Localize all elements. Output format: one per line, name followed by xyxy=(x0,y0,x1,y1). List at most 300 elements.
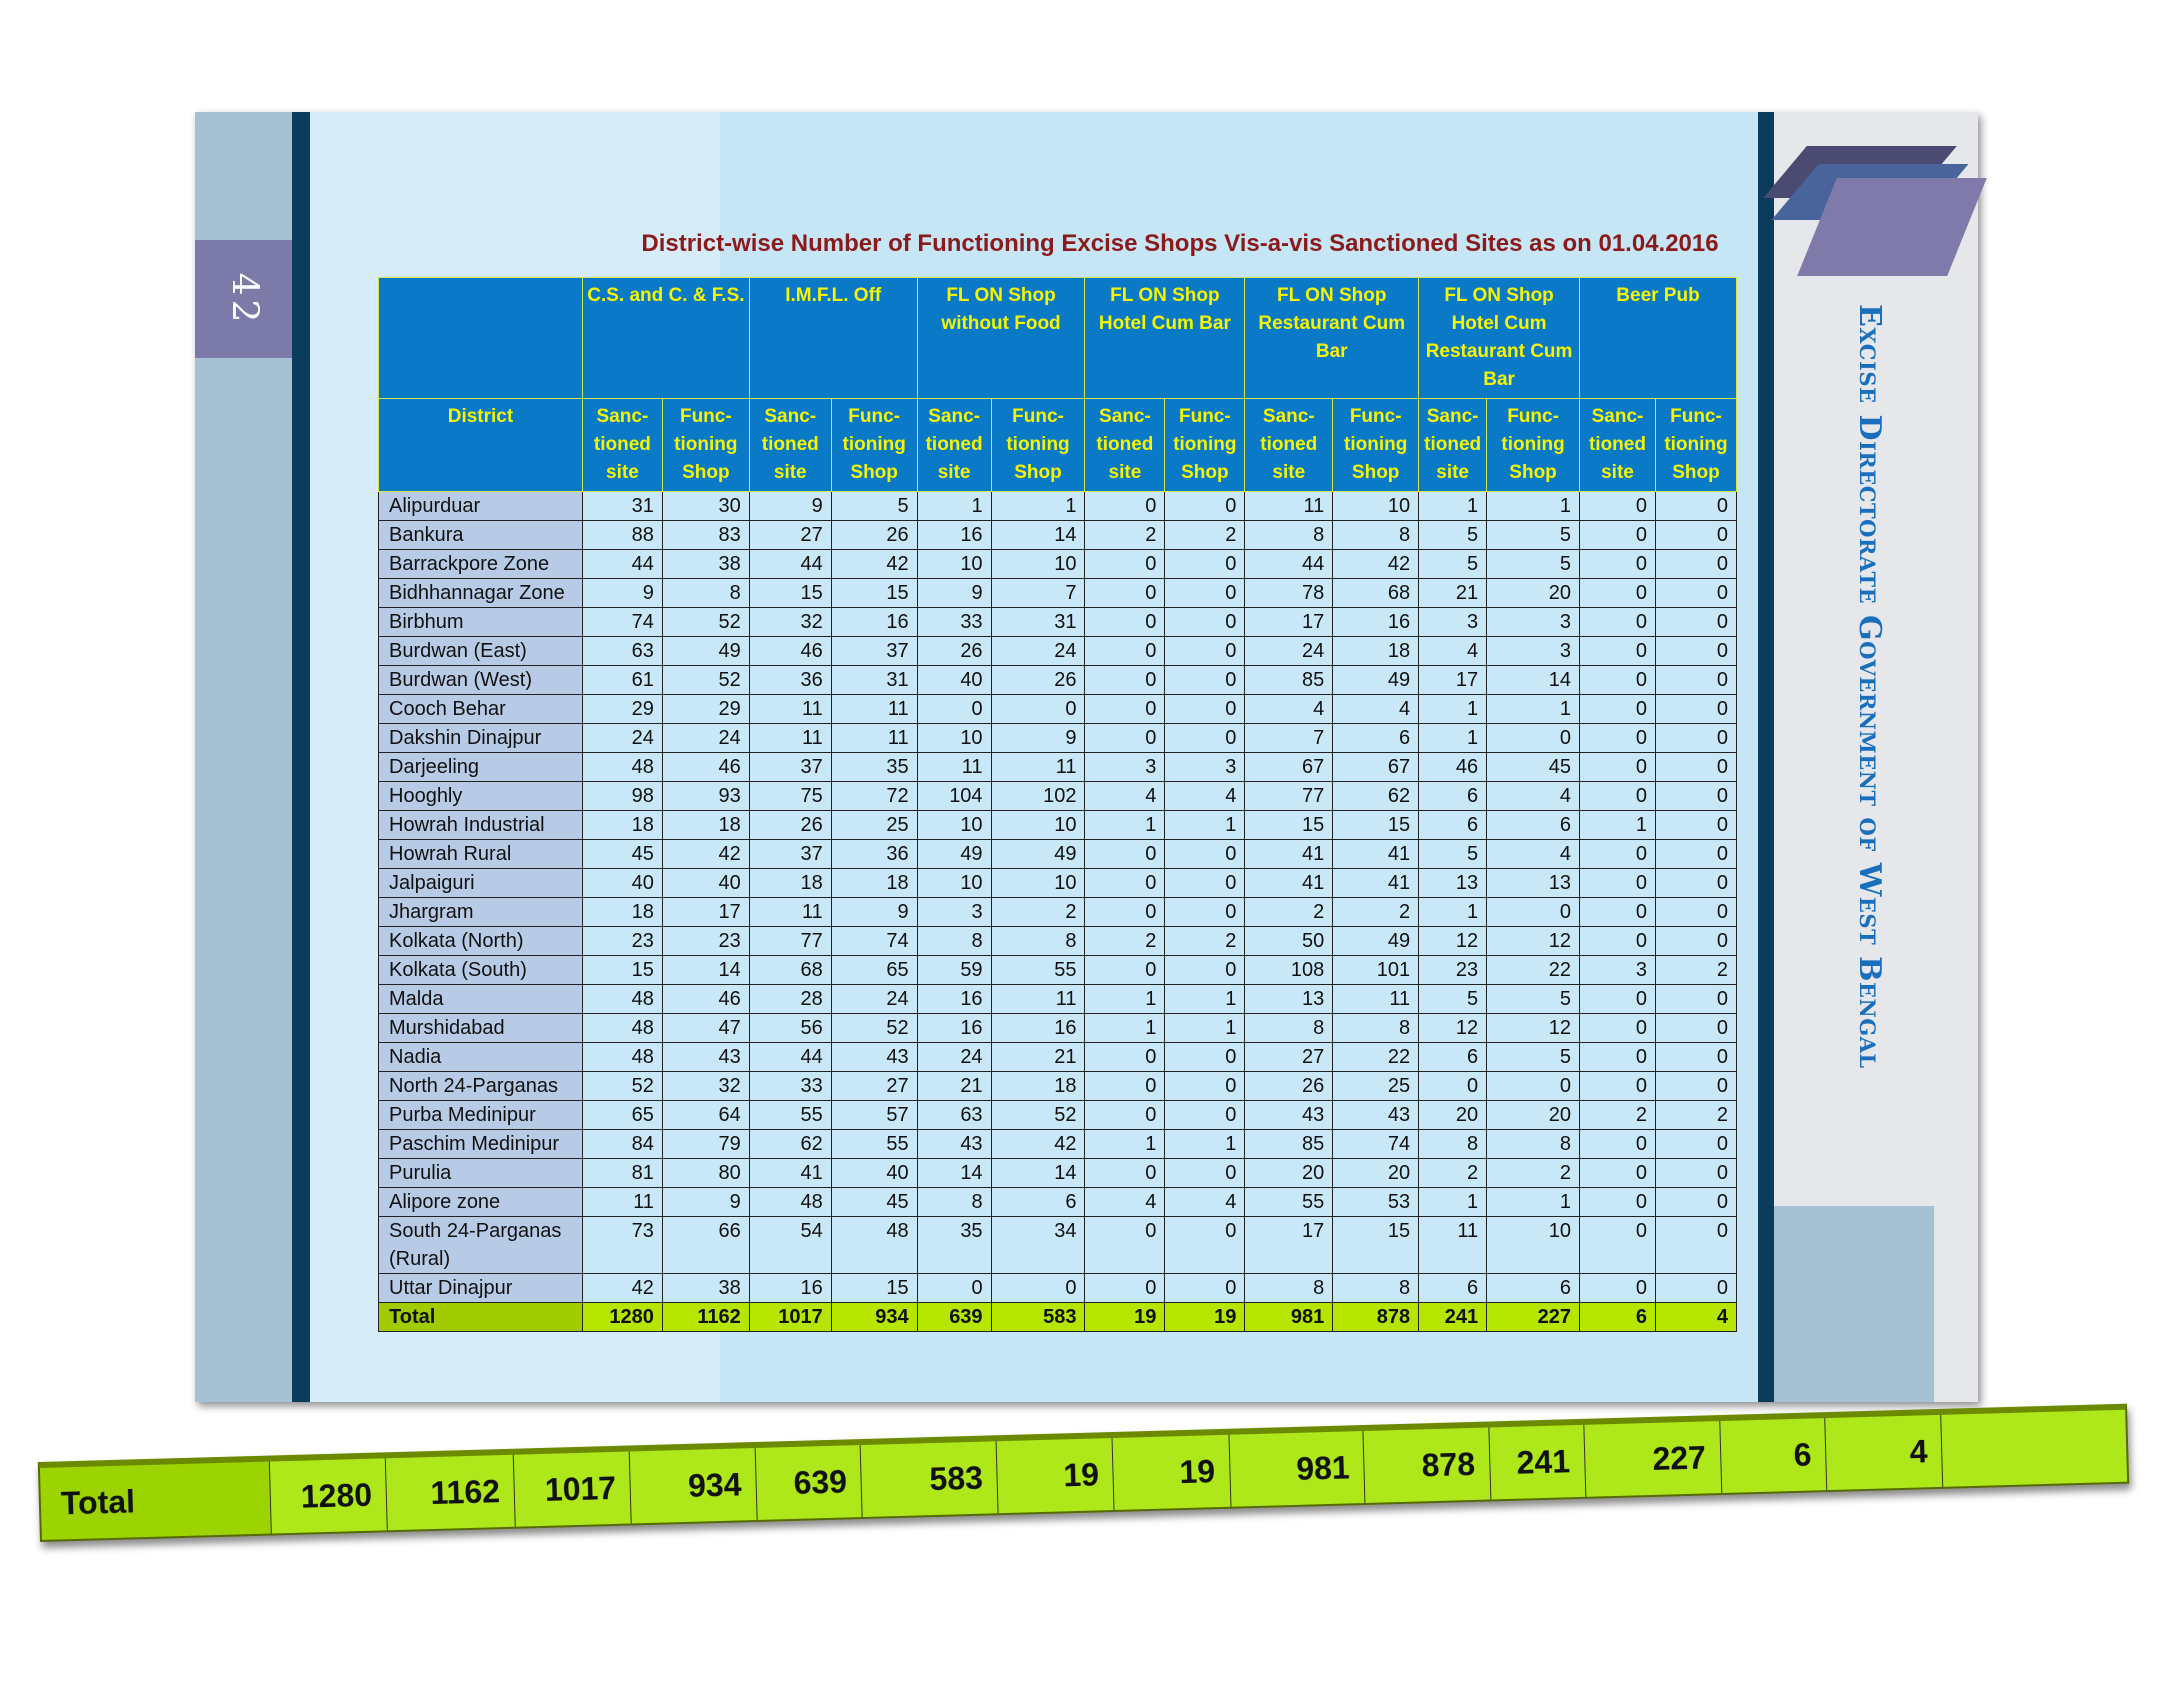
value-cell: 2 xyxy=(991,898,1085,927)
value-cell: 52 xyxy=(831,1014,917,1043)
value-cell: 0 xyxy=(1085,579,1165,608)
district-name: Darjeeling xyxy=(379,753,583,782)
value-cell: 25 xyxy=(831,811,917,840)
value-cell: 63 xyxy=(917,1101,991,1130)
value-cell: 15 xyxy=(1333,1217,1419,1274)
table-row xyxy=(379,724,1737,753)
value-cell: 0 xyxy=(1655,985,1736,1014)
value-cell: 3 xyxy=(1419,608,1487,637)
table-title: District-wise Number of Functioning Excise Shops Vis-a-vis Sanctioned Sites as on 01.04.2016 xyxy=(641,230,1719,257)
value-cell: 85 xyxy=(1245,666,1333,695)
value-cell: 4 xyxy=(1333,695,1419,724)
value-cell: 1 xyxy=(1580,811,1656,840)
total-value-cell: 19 xyxy=(1165,1303,1245,1332)
value-cell: 57 xyxy=(831,1101,917,1130)
group-header-row xyxy=(379,278,1737,399)
sanctioned-site-header: Sanc- tioned site xyxy=(1580,399,1656,492)
district-name: Jhargram xyxy=(379,898,583,927)
value-cell: 14 xyxy=(991,521,1085,550)
value-cell: 6 xyxy=(1419,782,1487,811)
total-value-cell: 639 xyxy=(917,1303,991,1332)
page-number-tab xyxy=(195,240,292,358)
value-cell: 8 xyxy=(1245,1274,1333,1303)
value-cell: 11 xyxy=(749,695,831,724)
value-cell: 67 xyxy=(1333,753,1419,782)
value-cell: 26 xyxy=(749,811,831,840)
value-cell: 5 xyxy=(831,492,917,521)
value-cell: 28 xyxy=(749,985,831,1014)
value-cell: 0 xyxy=(1085,492,1165,521)
value-cell: 66 xyxy=(662,1217,749,1274)
value-cell: 41 xyxy=(749,1159,831,1188)
total-value-cell: 934 xyxy=(831,1303,917,1332)
total-value-cell: 227 xyxy=(1487,1303,1580,1332)
value-cell: 10 xyxy=(1487,1217,1580,1274)
value-cell: 0 xyxy=(1580,1217,1656,1274)
value-cell: 0 xyxy=(1165,1043,1245,1072)
value-cell: 23 xyxy=(582,927,662,956)
value-cell: 50 xyxy=(1245,927,1333,956)
value-cell: 42 xyxy=(582,1274,662,1303)
value-cell: 8 xyxy=(1419,1130,1487,1159)
value-cell: 6 xyxy=(1419,811,1487,840)
value-cell: 79 xyxy=(662,1130,749,1159)
value-cell: 0 xyxy=(1580,927,1656,956)
district-name: Purulia xyxy=(379,1159,583,1188)
value-cell: 18 xyxy=(991,1072,1085,1101)
value-cell: 1 xyxy=(1085,811,1165,840)
value-cell: 26 xyxy=(991,666,1085,695)
value-cell: 41 xyxy=(1333,840,1419,869)
total-value-cell: 878 xyxy=(1333,1303,1419,1332)
value-cell: 5 xyxy=(1487,1043,1580,1072)
value-cell: 8 xyxy=(917,927,991,956)
value-cell: 34 xyxy=(991,1217,1085,1274)
value-cell: 0 xyxy=(1487,724,1580,753)
value-cell: 36 xyxy=(749,666,831,695)
value-cell: 8 xyxy=(991,927,1085,956)
value-cell: 0 xyxy=(1655,811,1736,840)
value-cell: 49 xyxy=(991,840,1085,869)
district-name: Alipore zone xyxy=(379,1188,583,1217)
value-cell: 11 xyxy=(749,724,831,753)
value-cell: 5 xyxy=(1487,985,1580,1014)
value-cell: 4 xyxy=(1487,840,1580,869)
district-name: South 24-Parganas (Rural) xyxy=(379,1217,583,1274)
value-cell: 6 xyxy=(1487,1274,1580,1303)
value-cell: 0 xyxy=(1655,840,1736,869)
value-cell: 2 xyxy=(1085,521,1165,550)
value-cell: 4 xyxy=(1419,637,1487,666)
value-cell: 42 xyxy=(991,1130,1085,1159)
value-cell: 9 xyxy=(917,579,991,608)
value-cell: 0 xyxy=(1655,927,1736,956)
value-cell: 5 xyxy=(1419,840,1487,869)
table-row xyxy=(379,1014,1737,1043)
value-cell: 44 xyxy=(749,550,831,579)
value-cell: 24 xyxy=(991,637,1085,666)
value-cell: 0 xyxy=(1580,1274,1656,1303)
sanctioned-site-header: Sanc- tioned site xyxy=(1085,399,1165,492)
value-cell: 6 xyxy=(1419,1274,1487,1303)
value-cell: 2 xyxy=(1245,898,1333,927)
value-cell: 67 xyxy=(1245,753,1333,782)
value-cell: 8 xyxy=(1333,1014,1419,1043)
value-cell: 49 xyxy=(917,840,991,869)
value-cell: 0 xyxy=(1580,898,1656,927)
value-cell: 37 xyxy=(831,637,917,666)
value-cell: 1 xyxy=(1419,492,1487,521)
total-value-cell: 981 xyxy=(1245,1303,1333,1332)
value-cell: 0 xyxy=(1655,521,1736,550)
value-cell: 40 xyxy=(917,666,991,695)
district-name: Bidhhannagar Zone xyxy=(379,579,583,608)
value-cell: 0 xyxy=(1655,492,1736,521)
value-cell: 14 xyxy=(917,1159,991,1188)
value-cell: 0 xyxy=(1580,1130,1656,1159)
value-cell: 22 xyxy=(1487,956,1580,985)
value-cell: 16 xyxy=(831,608,917,637)
table-row xyxy=(379,1130,1737,1159)
value-cell: 0 xyxy=(1580,637,1656,666)
value-cell: 35 xyxy=(831,753,917,782)
value-cell: 5 xyxy=(1419,521,1487,550)
value-cell: 10 xyxy=(917,869,991,898)
value-cell: 98 xyxy=(582,782,662,811)
district-header: District xyxy=(379,399,583,492)
value-cell: 4 xyxy=(1085,782,1165,811)
value-cell: 24 xyxy=(831,985,917,1014)
value-cell: 0 xyxy=(1580,1043,1656,1072)
value-cell: 27 xyxy=(749,521,831,550)
value-cell: 55 xyxy=(831,1130,917,1159)
total-value-cell: 1162 xyxy=(662,1303,749,1332)
table-row xyxy=(379,666,1737,695)
total-row xyxy=(379,1303,1737,1332)
value-cell: 44 xyxy=(1245,550,1333,579)
sanctioned-site-header: Sanc- tioned site xyxy=(1419,399,1487,492)
value-cell: 9 xyxy=(749,492,831,521)
table-row xyxy=(379,753,1737,782)
zoomed-total-value: 1280 xyxy=(270,1458,388,1533)
value-cell: 11 xyxy=(991,753,1085,782)
total-value-cell: 583 xyxy=(991,1303,1085,1332)
zoomed-total-value: 227 xyxy=(1584,1421,1722,1497)
zoomed-total-label: Total xyxy=(40,1462,272,1540)
value-cell: 24 xyxy=(1245,637,1333,666)
value-cell: 18 xyxy=(831,869,917,898)
value-cell: 16 xyxy=(749,1274,831,1303)
value-cell: 48 xyxy=(582,1014,662,1043)
table-row xyxy=(379,1274,1737,1303)
district-name: Cooch Behar xyxy=(379,695,583,724)
value-cell: 0 xyxy=(1655,666,1736,695)
value-cell: 10 xyxy=(917,724,991,753)
value-cell: 20 xyxy=(1333,1159,1419,1188)
value-cell: 8 xyxy=(1333,521,1419,550)
value-cell: 22 xyxy=(1333,1043,1419,1072)
district-name: Kolkata (North) xyxy=(379,927,583,956)
value-cell: 27 xyxy=(1245,1043,1333,1072)
value-cell: 5 xyxy=(1487,550,1580,579)
value-cell: 30 xyxy=(662,492,749,521)
page-number: 42 xyxy=(223,272,264,326)
value-cell: 0 xyxy=(1580,782,1656,811)
value-cell: 0 xyxy=(1580,608,1656,637)
value-cell: 0 xyxy=(1165,1072,1245,1101)
value-cell: 0 xyxy=(1165,840,1245,869)
value-cell: 1 xyxy=(1419,695,1487,724)
value-cell: 11 xyxy=(582,1188,662,1217)
value-cell: 14 xyxy=(1487,666,1580,695)
value-cell: 3 xyxy=(917,898,991,927)
value-cell: 38 xyxy=(662,1274,749,1303)
excise-shops-table xyxy=(378,277,1737,1332)
value-cell: 59 xyxy=(917,956,991,985)
value-cell: 2 xyxy=(1085,927,1165,956)
right-bottom-block xyxy=(1774,1206,1934,1402)
zoomed-total-value: 934 xyxy=(630,1448,757,1523)
value-cell: 6 xyxy=(1487,811,1580,840)
sanctioned-site-header: Sanc- tioned site xyxy=(749,399,831,492)
value-cell: 0 xyxy=(1655,1043,1736,1072)
functioning-shop-header: Func- tioning Shop xyxy=(1333,399,1419,492)
value-cell: 17 xyxy=(662,898,749,927)
value-cell: 9 xyxy=(662,1188,749,1217)
value-cell: 0 xyxy=(1580,579,1656,608)
value-cell: 0 xyxy=(1165,666,1245,695)
value-cell: 33 xyxy=(917,608,991,637)
value-cell: 6 xyxy=(1419,1043,1487,1072)
value-cell: 74 xyxy=(1333,1130,1419,1159)
value-cell: 20 xyxy=(1245,1159,1333,1188)
value-cell: 15 xyxy=(1245,811,1333,840)
value-cell: 42 xyxy=(662,840,749,869)
value-cell: 1 xyxy=(1165,811,1245,840)
value-cell: 48 xyxy=(749,1188,831,1217)
sub-header-row xyxy=(379,399,1737,492)
value-cell: 3 xyxy=(1085,753,1165,782)
value-cell: 35 xyxy=(917,1217,991,1274)
district-name: Alipurduar xyxy=(379,492,583,521)
value-cell: 15 xyxy=(749,579,831,608)
value-cell: 11 xyxy=(831,724,917,753)
value-cell: 2 xyxy=(1333,898,1419,927)
value-cell: 8 xyxy=(1245,1014,1333,1043)
value-cell: 0 xyxy=(991,695,1085,724)
value-cell: 68 xyxy=(1333,579,1419,608)
value-cell: 0 xyxy=(1085,695,1165,724)
value-cell: 80 xyxy=(662,1159,749,1188)
value-cell: 43 xyxy=(831,1043,917,1072)
value-cell: 31 xyxy=(582,492,662,521)
value-cell: 44 xyxy=(582,550,662,579)
value-cell: 26 xyxy=(831,521,917,550)
table-row xyxy=(379,956,1737,985)
value-cell: 3 xyxy=(1487,608,1580,637)
value-cell: 45 xyxy=(831,1188,917,1217)
table-row xyxy=(379,1159,1737,1188)
value-cell: 0 xyxy=(1580,666,1656,695)
sanctioned-site-header: Sanc- tioned site xyxy=(1245,399,1333,492)
zoomed-total-value: 981 xyxy=(1229,1431,1366,1507)
table-row xyxy=(379,1101,1737,1130)
left-divider-bar xyxy=(292,112,310,1402)
group-header-fl-without-food: FL ON Shop without Food xyxy=(917,278,1085,399)
value-cell: 42 xyxy=(1333,550,1419,579)
value-cell: 10 xyxy=(991,550,1085,579)
value-cell: 48 xyxy=(582,753,662,782)
value-cell: 8 xyxy=(662,579,749,608)
value-cell: 15 xyxy=(1333,811,1419,840)
table-row xyxy=(379,1043,1737,1072)
district-name: Burdwan (East) xyxy=(379,637,583,666)
value-cell: 0 xyxy=(1165,492,1245,521)
zoomed-total-value: 6 xyxy=(1720,1418,1828,1493)
value-cell: 37 xyxy=(749,840,831,869)
value-cell: 2 xyxy=(1487,1159,1580,1188)
zoomed-total-value: 19 xyxy=(1113,1435,1231,1510)
value-cell: 9 xyxy=(831,898,917,927)
value-cell: 32 xyxy=(662,1072,749,1101)
side-title: Excise Directorate Government of West Bengal xyxy=(1852,304,1887,1069)
value-cell: 48 xyxy=(831,1217,917,1274)
value-cell: 0 xyxy=(1580,550,1656,579)
value-cell: 7 xyxy=(991,579,1085,608)
value-cell: 0 xyxy=(1165,1101,1245,1130)
table-row xyxy=(379,492,1737,521)
value-cell: 40 xyxy=(831,1159,917,1188)
value-cell: 0 xyxy=(1580,1159,1656,1188)
district-name: Nadia xyxy=(379,1043,583,1072)
group-header-fl-hotel-bar: FL ON Shop Hotel Cum Bar xyxy=(1085,278,1245,399)
value-cell: 1 xyxy=(1085,1130,1165,1159)
document-page xyxy=(195,112,1978,1402)
value-cell: 0 xyxy=(1580,492,1656,521)
value-cell: 15 xyxy=(831,1274,917,1303)
value-cell: 16 xyxy=(1333,608,1419,637)
value-cell: 24 xyxy=(582,724,662,753)
right-divider-bar xyxy=(1758,112,1774,1402)
value-cell: 0 xyxy=(1085,1101,1165,1130)
value-cell: 0 xyxy=(1655,869,1736,898)
value-cell: 1 xyxy=(1085,1014,1165,1043)
functioning-shop-header: Func- tioning Shop xyxy=(991,399,1085,492)
value-cell: 10 xyxy=(917,811,991,840)
value-cell: 1 xyxy=(1487,695,1580,724)
value-cell: 0 xyxy=(1655,1130,1736,1159)
value-cell: 72 xyxy=(831,782,917,811)
value-cell: 11 xyxy=(991,985,1085,1014)
total-value-cell: 1017 xyxy=(749,1303,831,1332)
district-name: Bankura xyxy=(379,521,583,550)
value-cell: 104 xyxy=(917,782,991,811)
table-row xyxy=(379,521,1737,550)
value-cell: 25 xyxy=(1333,1072,1419,1101)
value-cell: 62 xyxy=(749,1130,831,1159)
value-cell: 0 xyxy=(1165,898,1245,927)
value-cell: 41 xyxy=(1245,869,1333,898)
value-cell: 0 xyxy=(1419,1072,1487,1101)
value-cell: 1 xyxy=(1165,1014,1245,1043)
value-cell: 21 xyxy=(917,1072,991,1101)
value-cell: 55 xyxy=(749,1101,831,1130)
value-cell: 0 xyxy=(1165,956,1245,985)
value-cell: 40 xyxy=(582,869,662,898)
value-cell: 52 xyxy=(662,666,749,695)
functioning-shop-header: Func- tioning Shop xyxy=(1487,399,1580,492)
value-cell: 0 xyxy=(1655,608,1736,637)
value-cell: 0 xyxy=(1085,1159,1165,1188)
value-cell: 18 xyxy=(749,869,831,898)
value-cell: 0 xyxy=(1487,1072,1580,1101)
value-cell: 0 xyxy=(1655,637,1736,666)
value-cell: 0 xyxy=(1580,724,1656,753)
district-name: Dakshin Dinajpur xyxy=(379,724,583,753)
value-cell: 41 xyxy=(1245,840,1333,869)
district-name: Murshidabad xyxy=(379,1014,583,1043)
value-cell: 108 xyxy=(1245,956,1333,985)
value-cell: 77 xyxy=(749,927,831,956)
table-row xyxy=(379,985,1737,1014)
value-cell: 0 xyxy=(1085,1217,1165,1274)
value-cell: 16 xyxy=(991,1014,1085,1043)
value-cell: 18 xyxy=(662,811,749,840)
table-row xyxy=(379,1217,1737,1274)
value-cell: 46 xyxy=(662,985,749,1014)
value-cell: 8 xyxy=(1245,521,1333,550)
value-cell: 0 xyxy=(1085,724,1165,753)
total-value-cell: 1280 xyxy=(582,1303,662,1332)
value-cell: 10 xyxy=(991,811,1085,840)
value-cell: 0 xyxy=(1085,608,1165,637)
value-cell: 18 xyxy=(582,811,662,840)
value-cell: 11 xyxy=(831,695,917,724)
value-cell: 84 xyxy=(582,1130,662,1159)
value-cell: 2 xyxy=(1165,521,1245,550)
value-cell: 61 xyxy=(582,666,662,695)
value-cell: 21 xyxy=(1419,579,1487,608)
value-cell: 48 xyxy=(582,1043,662,1072)
value-cell: 0 xyxy=(1655,1159,1736,1188)
value-cell: 3 xyxy=(1165,753,1245,782)
functioning-shop-header: Func- tioning Shop xyxy=(1165,399,1245,492)
value-cell: 20 xyxy=(1487,579,1580,608)
value-cell: 18 xyxy=(582,898,662,927)
district-name: Howrah Rural xyxy=(379,840,583,869)
value-cell: 3 xyxy=(1580,956,1656,985)
table-row xyxy=(379,1072,1737,1101)
value-cell: 74 xyxy=(831,927,917,956)
value-cell: 4 xyxy=(1165,782,1245,811)
value-cell: 48 xyxy=(582,985,662,1014)
value-cell: 55 xyxy=(991,956,1085,985)
district-name: Birbhum xyxy=(379,608,583,637)
value-cell: 1 xyxy=(1419,898,1487,927)
functioning-shop-header: Func- tioning Shop xyxy=(1655,399,1736,492)
value-cell: 4 xyxy=(1245,695,1333,724)
total-value-cell: 6 xyxy=(1580,1303,1656,1332)
value-cell: 43 xyxy=(917,1130,991,1159)
value-cell: 56 xyxy=(749,1014,831,1043)
value-cell: 1 xyxy=(1487,492,1580,521)
value-cell: 12 xyxy=(1419,927,1487,956)
value-cell: 68 xyxy=(749,956,831,985)
value-cell: 37 xyxy=(749,753,831,782)
value-cell: 1 xyxy=(1165,1130,1245,1159)
value-cell: 0 xyxy=(1165,1274,1245,1303)
functioning-shop-header: Func- tioning Shop xyxy=(831,399,917,492)
